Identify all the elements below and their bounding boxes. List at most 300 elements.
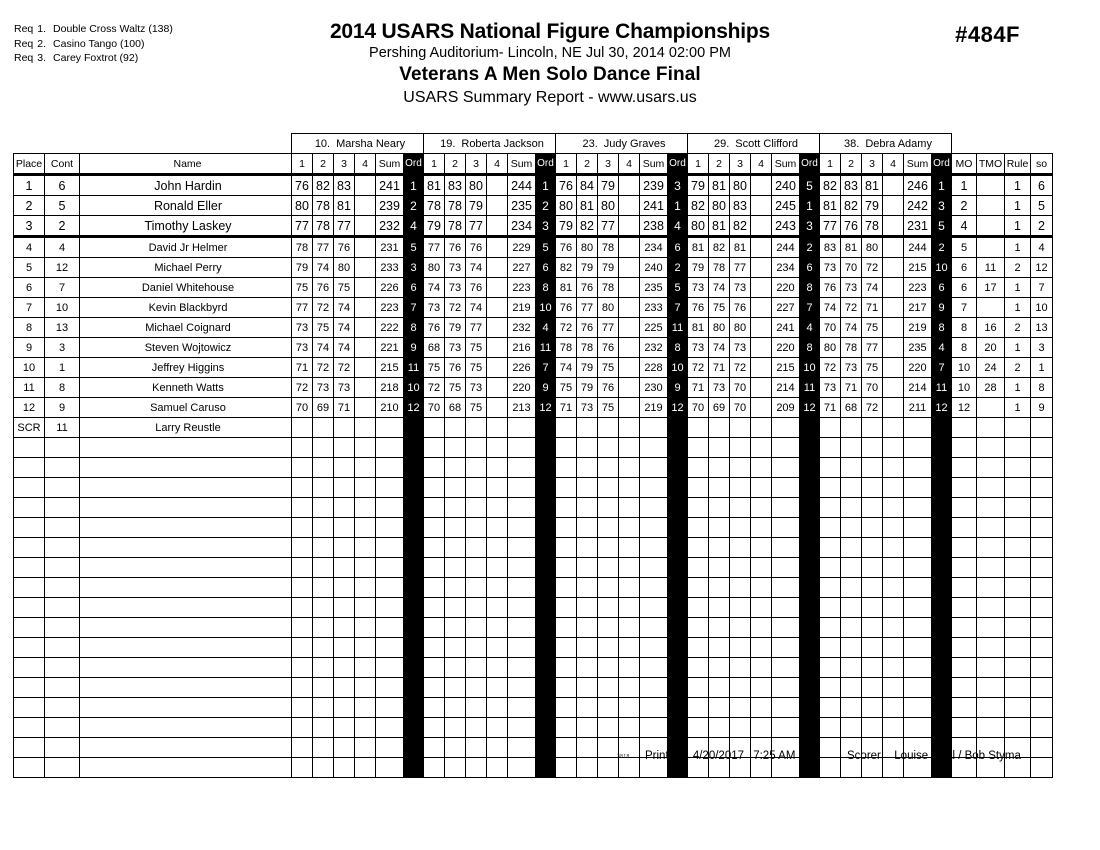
cell-blank	[376, 678, 404, 698]
cell-blank	[487, 498, 508, 518]
requirement-label: Req	[14, 23, 34, 35]
table-row-blank	[14, 498, 1053, 518]
cell-blank	[536, 618, 556, 638]
cell-blank	[619, 658, 640, 678]
cell-score: 77	[334, 216, 355, 237]
cell-score: 72	[424, 378, 445, 398]
cell-sum: 240	[640, 258, 668, 278]
cell-blank	[751, 598, 772, 618]
cell-blank	[709, 458, 730, 478]
cell-cont: 6	[45, 175, 80, 196]
table-row	[14, 418, 1053, 438]
cell-blank	[466, 458, 487, 478]
cell-blank	[952, 578, 977, 598]
cell-score: 81	[577, 196, 598, 216]
cell-score: 83	[334, 175, 355, 196]
cell-blank	[862, 718, 883, 738]
cell-blank	[688, 558, 709, 578]
cell-blank	[404, 578, 424, 598]
cell-sum: 219	[508, 298, 536, 318]
cell-blank	[904, 718, 932, 738]
cell-blank	[45, 458, 80, 478]
cell-blank	[668, 538, 688, 558]
cell-place: 2	[14, 196, 45, 216]
cell-blank	[1005, 698, 1031, 718]
cell-blank	[688, 678, 709, 698]
table-row-blank	[14, 578, 1053, 598]
cell-sum: 235	[640, 278, 668, 298]
cell-ord: 5	[668, 278, 688, 298]
cell-blank	[313, 478, 334, 498]
cell-blank	[404, 478, 424, 498]
cell-blank	[751, 678, 772, 698]
cell-place: 3	[14, 216, 45, 237]
header-judge-2-sum: Sum	[508, 154, 536, 175]
cell-blank	[862, 558, 883, 578]
cell-cont: 12	[45, 258, 80, 278]
cell-blank	[14, 558, 45, 578]
cell-blank	[334, 458, 355, 478]
report-subtitle: USARS Summary Report - www.usars.us	[403, 89, 697, 106]
cell-rule: 1	[1005, 216, 1031, 237]
cell-cont: 2	[45, 216, 80, 237]
cell-blank	[977, 718, 1005, 738]
cell-blank	[487, 438, 508, 458]
cell-blank	[577, 478, 598, 498]
cell-blank	[1031, 698, 1053, 718]
cell-score: 72	[688, 358, 709, 378]
cell-score: 76	[688, 298, 709, 318]
cell-score	[487, 298, 508, 318]
cell-score: 74	[466, 298, 487, 318]
cell-score	[751, 398, 772, 418]
cell-blank	[556, 518, 577, 538]
cell-blank	[334, 698, 355, 718]
cell-blank	[820, 658, 841, 678]
cell-ord: 4	[404, 216, 424, 237]
cell-blank	[292, 578, 313, 598]
cell-blank	[883, 658, 904, 678]
cell-score: 79	[556, 216, 577, 237]
cell-blank	[445, 678, 466, 698]
cell-blank	[14, 498, 45, 518]
cell-blank	[800, 718, 820, 738]
cell-score: 68	[841, 398, 862, 418]
cell-score	[883, 216, 904, 237]
cell-blank	[45, 538, 80, 558]
cell-score	[619, 216, 640, 237]
cell-blank	[404, 718, 424, 738]
cell-blank	[772, 678, 800, 698]
cell-blank	[313, 658, 334, 678]
cell-blank	[772, 698, 800, 718]
cell-blank	[376, 478, 404, 498]
cell-cont: 10	[45, 298, 80, 318]
cell-ord: 11	[800, 378, 820, 398]
cell-blank	[313, 458, 334, 478]
header-judge-4-sum: Sum	[772, 154, 800, 175]
cell-so: 12	[1031, 258, 1053, 278]
cell-blank	[952, 478, 977, 498]
cell-blank	[619, 678, 640, 698]
cell-blank	[424, 638, 445, 658]
cell-score: 68	[424, 338, 445, 358]
cell-score	[355, 237, 376, 258]
cell-cont: 5	[45, 196, 80, 216]
cell-ord: 6	[932, 278, 952, 298]
cell-score: 72	[820, 358, 841, 378]
cell-ord: 8	[668, 338, 688, 358]
form-code: 3818	[617, 754, 630, 760]
cell-score	[730, 418, 751, 438]
cell-sum: 223	[508, 278, 536, 298]
cell-score: 74	[334, 298, 355, 318]
cell-sum: 232	[376, 216, 404, 237]
cell-tmo	[977, 398, 1005, 418]
cell-name: Ronald Eller	[80, 196, 292, 216]
cell-blank	[820, 478, 841, 498]
cell-blank	[619, 718, 640, 738]
cell-score: 82	[730, 216, 751, 237]
cell-blank	[577, 618, 598, 638]
cell-blank	[668, 558, 688, 578]
cell-score	[751, 278, 772, 298]
cell-blank	[709, 598, 730, 618]
cell-blank	[820, 438, 841, 458]
cell-score: 72	[730, 358, 751, 378]
cell-blank	[977, 458, 1005, 478]
report-footer	[0, 750, 1100, 770]
cell-blank	[334, 598, 355, 618]
cell-cont: 1	[45, 358, 80, 378]
cell-blank	[841, 678, 862, 698]
cell-blank	[820, 618, 841, 638]
cell-blank	[1031, 598, 1053, 618]
cell-blank	[904, 658, 932, 678]
cell-blank	[772, 458, 800, 478]
cell-ord: 9	[404, 338, 424, 358]
cell-blank	[1005, 638, 1031, 658]
cell-blank	[709, 618, 730, 638]
cell-blank	[577, 718, 598, 738]
cell-score: 78	[577, 338, 598, 358]
cell-blank	[977, 658, 1005, 678]
header-mo: MO	[952, 154, 977, 175]
cell-blank	[577, 698, 598, 718]
cell-blank	[466, 498, 487, 518]
cell-sum: 223	[376, 298, 404, 318]
cell-score: 71	[841, 378, 862, 398]
cell-sum: 219	[640, 398, 668, 418]
header-judge-5-3: 3	[862, 154, 883, 175]
cell-score: 73	[820, 258, 841, 278]
cell-blank	[730, 518, 751, 538]
header-cont: Cont	[45, 154, 80, 175]
cell-blank	[932, 618, 952, 638]
cell-blank	[952, 558, 977, 578]
cell-blank	[14, 438, 45, 458]
cell-score: 72	[313, 298, 334, 318]
cell-score	[487, 358, 508, 378]
cell-score: 83	[841, 175, 862, 196]
cell-score: 81	[688, 318, 709, 338]
cell-score: 78	[313, 196, 334, 216]
cell-score: 69	[709, 398, 730, 418]
cell-blank	[1005, 478, 1031, 498]
header-judge-1-3: 3	[334, 154, 355, 175]
cell-blank	[640, 478, 668, 498]
cell-blank	[376, 498, 404, 518]
cell-blank	[556, 598, 577, 618]
cell-so: 10	[1031, 298, 1053, 318]
cell-blank	[577, 458, 598, 478]
cell-score: 80	[862, 237, 883, 258]
cell-blank	[404, 598, 424, 618]
cell-blank	[668, 458, 688, 478]
judge-header	[688, 134, 820, 154]
cell-score: 73	[688, 278, 709, 298]
cell-blank	[1005, 558, 1031, 578]
cell-blank	[640, 458, 668, 478]
cell-blank	[292, 638, 313, 658]
cell-score	[487, 338, 508, 358]
cell-blank	[424, 678, 445, 698]
cell-blank	[977, 698, 1005, 718]
cell-blank	[313, 598, 334, 618]
cell-blank	[904, 558, 932, 578]
cell-score	[751, 237, 772, 258]
cell-blank	[668, 518, 688, 538]
cell-blank	[820, 698, 841, 718]
cell-blank	[598, 558, 619, 578]
cell-blank	[640, 678, 668, 698]
cell-blank	[404, 458, 424, 478]
cell-ord: 11	[536, 338, 556, 358]
cell-blank	[904, 458, 932, 478]
cell-blank	[800, 558, 820, 578]
cell-blank	[313, 618, 334, 638]
cell-mo: 8	[952, 318, 977, 338]
cell-blank	[404, 498, 424, 518]
cell-blank	[668, 678, 688, 698]
cell-score	[619, 258, 640, 278]
cell-blank	[862, 578, 883, 598]
cell-score: 81	[862, 175, 883, 196]
scorer-names: Louise Neal / Bob Styma	[894, 750, 1021, 762]
cell-score: 71	[820, 398, 841, 418]
cell-score: 70	[424, 398, 445, 418]
table-row	[14, 216, 1053, 237]
cell-blank	[466, 718, 487, 738]
table-head	[14, 134, 1053, 175]
cell-score: 79	[577, 358, 598, 378]
cell-blank	[932, 578, 952, 598]
cell-blank	[404, 678, 424, 698]
cell-cont: 11	[45, 418, 80, 438]
cell-blank	[820, 558, 841, 578]
cell-blank	[14, 458, 45, 478]
cell-blank	[466, 478, 487, 498]
cell-blank	[640, 518, 668, 538]
cell-blank	[730, 638, 751, 658]
cell-score: 74	[709, 338, 730, 358]
cell-blank	[376, 598, 404, 618]
cell-blank	[577, 598, 598, 618]
cell-blank	[376, 538, 404, 558]
cell-blank	[751, 518, 772, 538]
cell-blank	[80, 518, 292, 538]
cell-score: 79	[598, 175, 619, 196]
cell-blank	[355, 458, 376, 478]
cell-blank	[466, 438, 487, 458]
cell-tmo: 20	[977, 338, 1005, 358]
cell-blank	[619, 458, 640, 478]
cell-blank	[376, 638, 404, 658]
header-so: so	[1031, 154, 1053, 175]
cell-blank	[313, 438, 334, 458]
header-judge-5-4: 4	[883, 154, 904, 175]
cell-sum: 239	[640, 175, 668, 196]
cell-place: 12	[14, 398, 45, 418]
cell-score: 83	[820, 237, 841, 258]
cell-blank	[80, 598, 292, 618]
cell-blank	[841, 718, 862, 738]
cell-blank	[292, 558, 313, 578]
judge-name: Judy Graves	[603, 137, 666, 150]
cell-blank	[376, 618, 404, 638]
cell-blank	[619, 518, 640, 538]
cell-blank	[977, 538, 1005, 558]
cell-sum: 218	[376, 378, 404, 398]
cell-blank	[1031, 638, 1053, 658]
cell-blank	[1005, 518, 1031, 538]
cell-mo: 8	[952, 338, 977, 358]
cell-mo: 6	[952, 278, 977, 298]
cell-score	[883, 298, 904, 318]
cell-blank	[424, 538, 445, 558]
cell-blank	[977, 498, 1005, 518]
judge-band-spacer	[14, 134, 292, 154]
header-judge-3-3: 3	[598, 154, 619, 175]
cell-blank	[772, 558, 800, 578]
cell-blank	[751, 658, 772, 678]
cell-sum: 220	[772, 338, 800, 358]
cell-blank	[730, 478, 751, 498]
cell-blank	[14, 658, 45, 678]
cell-blank	[424, 618, 445, 638]
cell-blank	[424, 698, 445, 718]
table-row-blank	[14, 558, 1053, 578]
cell-score: 70	[730, 398, 751, 418]
cell-ord: 11	[668, 318, 688, 338]
cell-blank	[688, 518, 709, 538]
cell-blank	[688, 638, 709, 658]
cell-ord: 6	[404, 278, 424, 298]
cell-ord: 12	[404, 398, 424, 418]
table-row-blank	[14, 718, 1053, 738]
cell-blank	[45, 718, 80, 738]
cell-blank	[292, 718, 313, 738]
cell-place: 10	[14, 358, 45, 378]
cell-blank	[292, 498, 313, 518]
cell-score: 72	[334, 358, 355, 378]
cell-blank	[800, 458, 820, 478]
judge-name: Debra Adamy	[865, 137, 932, 150]
cell-blank	[668, 498, 688, 518]
cell-score: 76	[334, 237, 355, 258]
cell-score	[883, 398, 904, 418]
event-title: Veterans A Men Solo Dance Final	[399, 64, 701, 85]
cell-blank	[14, 518, 45, 538]
cell-score: 78	[709, 258, 730, 278]
cell-score: 72	[556, 318, 577, 338]
cell-blank	[424, 578, 445, 598]
cell-ord: 12	[536, 398, 556, 418]
cell-blank	[751, 558, 772, 578]
cell-score: 74	[424, 278, 445, 298]
cell-blank	[772, 618, 800, 638]
cell-blank	[883, 498, 904, 518]
judge-header	[292, 134, 424, 154]
header-judge-1-2: 2	[313, 154, 334, 175]
cell-score: 73	[466, 378, 487, 398]
cell-score: 79	[292, 258, 313, 278]
cell-score: 77	[292, 298, 313, 318]
cell-place: 8	[14, 318, 45, 338]
cell-score	[487, 237, 508, 258]
cell-blank	[556, 658, 577, 678]
cell-sum: 232	[508, 318, 536, 338]
cell-score	[883, 418, 904, 438]
cell-blank	[355, 618, 376, 638]
cell-score: 73	[577, 398, 598, 418]
cell-score: 76	[556, 237, 577, 258]
cell-score: 81	[709, 216, 730, 237]
cell-blank	[977, 638, 1005, 658]
cell-score: 76	[577, 278, 598, 298]
cell-blank	[424, 458, 445, 478]
cell-blank	[688, 578, 709, 598]
cell-blank	[800, 618, 820, 638]
cell-blank	[619, 618, 640, 638]
cell-blank	[445, 618, 466, 638]
cell-blank	[1031, 498, 1053, 518]
cell-score	[487, 418, 508, 438]
cell-blank	[292, 698, 313, 718]
cell-blank	[45, 498, 80, 518]
cell-so: 2	[1031, 216, 1053, 237]
cell-blank	[800, 518, 820, 538]
cell-blank	[556, 678, 577, 698]
cell-blank	[508, 718, 536, 738]
cell-score	[487, 258, 508, 278]
cell-blank	[619, 478, 640, 498]
cell-blank	[668, 698, 688, 718]
cell-mo: 6	[952, 258, 977, 278]
cell-tmo: 24	[977, 358, 1005, 378]
cell-blank	[640, 538, 668, 558]
cell-sum: 244	[904, 237, 932, 258]
cell-blank	[619, 598, 640, 618]
cell-score: 73	[445, 338, 466, 358]
cell-score	[751, 298, 772, 318]
cell-score: 77	[466, 216, 487, 237]
cell-score	[619, 298, 640, 318]
cell-ord	[668, 418, 688, 438]
cell-score	[355, 175, 376, 196]
cell-blank	[883, 638, 904, 658]
cell-blank	[424, 718, 445, 738]
